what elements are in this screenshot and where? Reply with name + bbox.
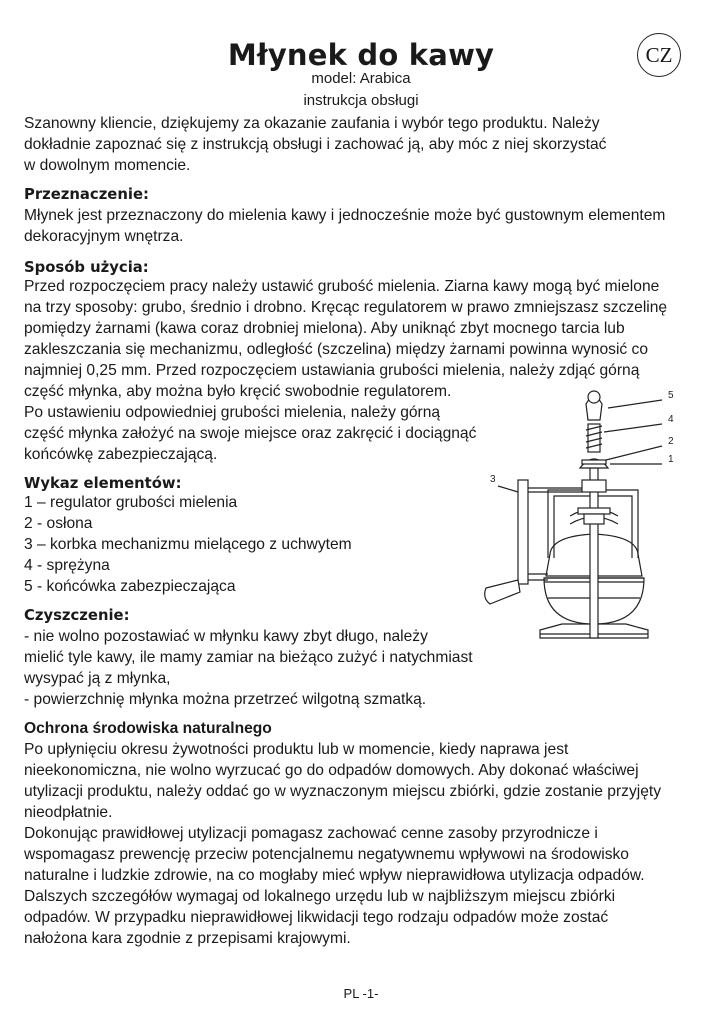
purpose-line: dekoracyjnym wnętrza. <box>24 228 184 245</box>
environment-line: Dalszych szczegółów wymagaj od lokalnego urzędu lub w najbliższym miejscu zbiórki <box>24 888 616 905</box>
diagram-label-3: 3 <box>490 474 496 485</box>
environment-line: naturalne i ludzkie zdrowie, na co mogłaby mieć wpływ nieprawidłowa utylizacja odpadów. <box>24 867 645 884</box>
environment-line: odpadów. W przypadku nieprawidłowej likwidacji tego rodzaju odpadów może zostać <box>24 909 609 926</box>
usage-line: Przed rozpoczęciem pracy należy ustawić grubość mielenia. Ziarna kawy mogą być mielone <box>24 278 660 295</box>
diagram-label-1: 1 <box>668 454 674 465</box>
cleaning-line: mielić tyle kawy, ile mamy zamiar na bieżąco zużyć i natychmiast <box>24 649 473 666</box>
usage-line: pomiędzy żarnami (kawa coraz drobniej mielona). Aby uniknąć zbyt mocnego tarcia lub <box>24 320 625 337</box>
parts-list-item: 2 - osłona <box>24 515 93 532</box>
model-name: model: Arabica <box>311 70 411 87</box>
diagram-label-2: 2 <box>668 436 674 447</box>
usage-line: Po ustawieniu odpowiedniej grubości mielenia, należy górną <box>24 404 441 421</box>
parts-list-item: 3 – korbka mechanizmu mielącego z uchwytem <box>24 536 352 553</box>
environment-line: nieodpłatnie. <box>24 804 113 821</box>
section-heading-usage: Sposób użycia: <box>24 259 149 276</box>
environment-line: nałożona kara zgodnie z przepisami krajowymi. <box>24 930 351 947</box>
usage-line: część młynka, aby można było kręcić swobodnie regulatorem. <box>24 383 452 400</box>
language-badge: CZ <box>637 33 681 77</box>
page-number: PL -1- <box>343 986 379 1001</box>
intro-line: Szanowny kliencie, dziękujemy za okazanie zaufania i wybór tego produktu. Należy <box>24 115 600 132</box>
section-heading-cleaning: Czyszczenie: <box>24 607 130 624</box>
usage-line: zakleszczania się mechanizmu, odległość (szczelina) między żarnami powinna wynosić co <box>24 341 649 358</box>
purpose-line: Młynek jest przeznaczony do mielenia kawy i jednocześnie może być gustownym elementem <box>24 207 666 224</box>
environment-line: nieekonomiczna, nie wolno wyrzucać go do odpadów domowych. Aby dokonać właściwej <box>24 762 639 779</box>
usage-line: końcówkę zabezpieczającą. <box>24 446 218 463</box>
intro-line: w dowolnym momencie. <box>24 157 191 174</box>
environment-line: utylizacji produktu, należy oddać go w wyznaczonym miejscu zbiórki, gdzie zostanie przyjęty <box>24 783 662 800</box>
usage-line: część młynka założyć na swoje miejsce oraz zakręcić i dociągnąć <box>24 425 477 442</box>
environment-line: Dokonując prawidłowej utylizacji pomagasz zachować cenne zasoby przyrodnicze i <box>24 825 598 842</box>
environment-line: Po upłynięciu okresu żywotności produktu lub w momencie, kiedy naprawa jest <box>24 741 569 758</box>
manual-subtitle: instrukcja obsługi <box>303 92 419 109</box>
intro-line: dokładnie zapoznać się z instrukcją obsługi i zachować ją, aby móc z niej skorzystać <box>24 136 607 153</box>
diagram-label-4: 4 <box>668 414 674 425</box>
parts-list-item: 4 - sprężyna <box>24 557 110 574</box>
grinder-diagram <box>478 384 714 648</box>
cleaning-line: - powierzchnię młynka można przetrzeć wilgotną szmatką. <box>24 691 427 708</box>
document-title: Młynek do kawy <box>227 38 495 72</box>
section-heading-parts: Wykaz elementów: <box>24 475 182 492</box>
cleaning-line: - nie wolno pozostawiać w młynku kawy zbyt długo, należy <box>24 628 428 645</box>
section-heading-purpose: Przeznaczenie: <box>24 186 149 203</box>
diagram-label-5: 5 <box>668 390 674 401</box>
environment-line: wspomagasz prewencję przeciw potencjalnemu negatywnemu wpływowi na środowisko <box>24 846 629 863</box>
usage-line: na trzy sposoby: grubo, średnio i drobno. Kręcąc regulatorem w prawo zmniejszasz szczelinę <box>24 299 668 316</box>
parts-list-item: 1 – regulator grubości mielenia <box>24 494 238 511</box>
usage-line: najmniej 0,25 mm. Przed rozpoczęciem ustawiania grubości mielenia, należy zdjąć górną <box>24 362 640 379</box>
parts-list-item: 5 - końcówka zabezpieczająca <box>24 578 236 595</box>
cleaning-line: wysypać ją z młynka, <box>24 670 171 687</box>
section-heading-environment: Ochrona środowiska naturalnego <box>24 720 272 737</box>
